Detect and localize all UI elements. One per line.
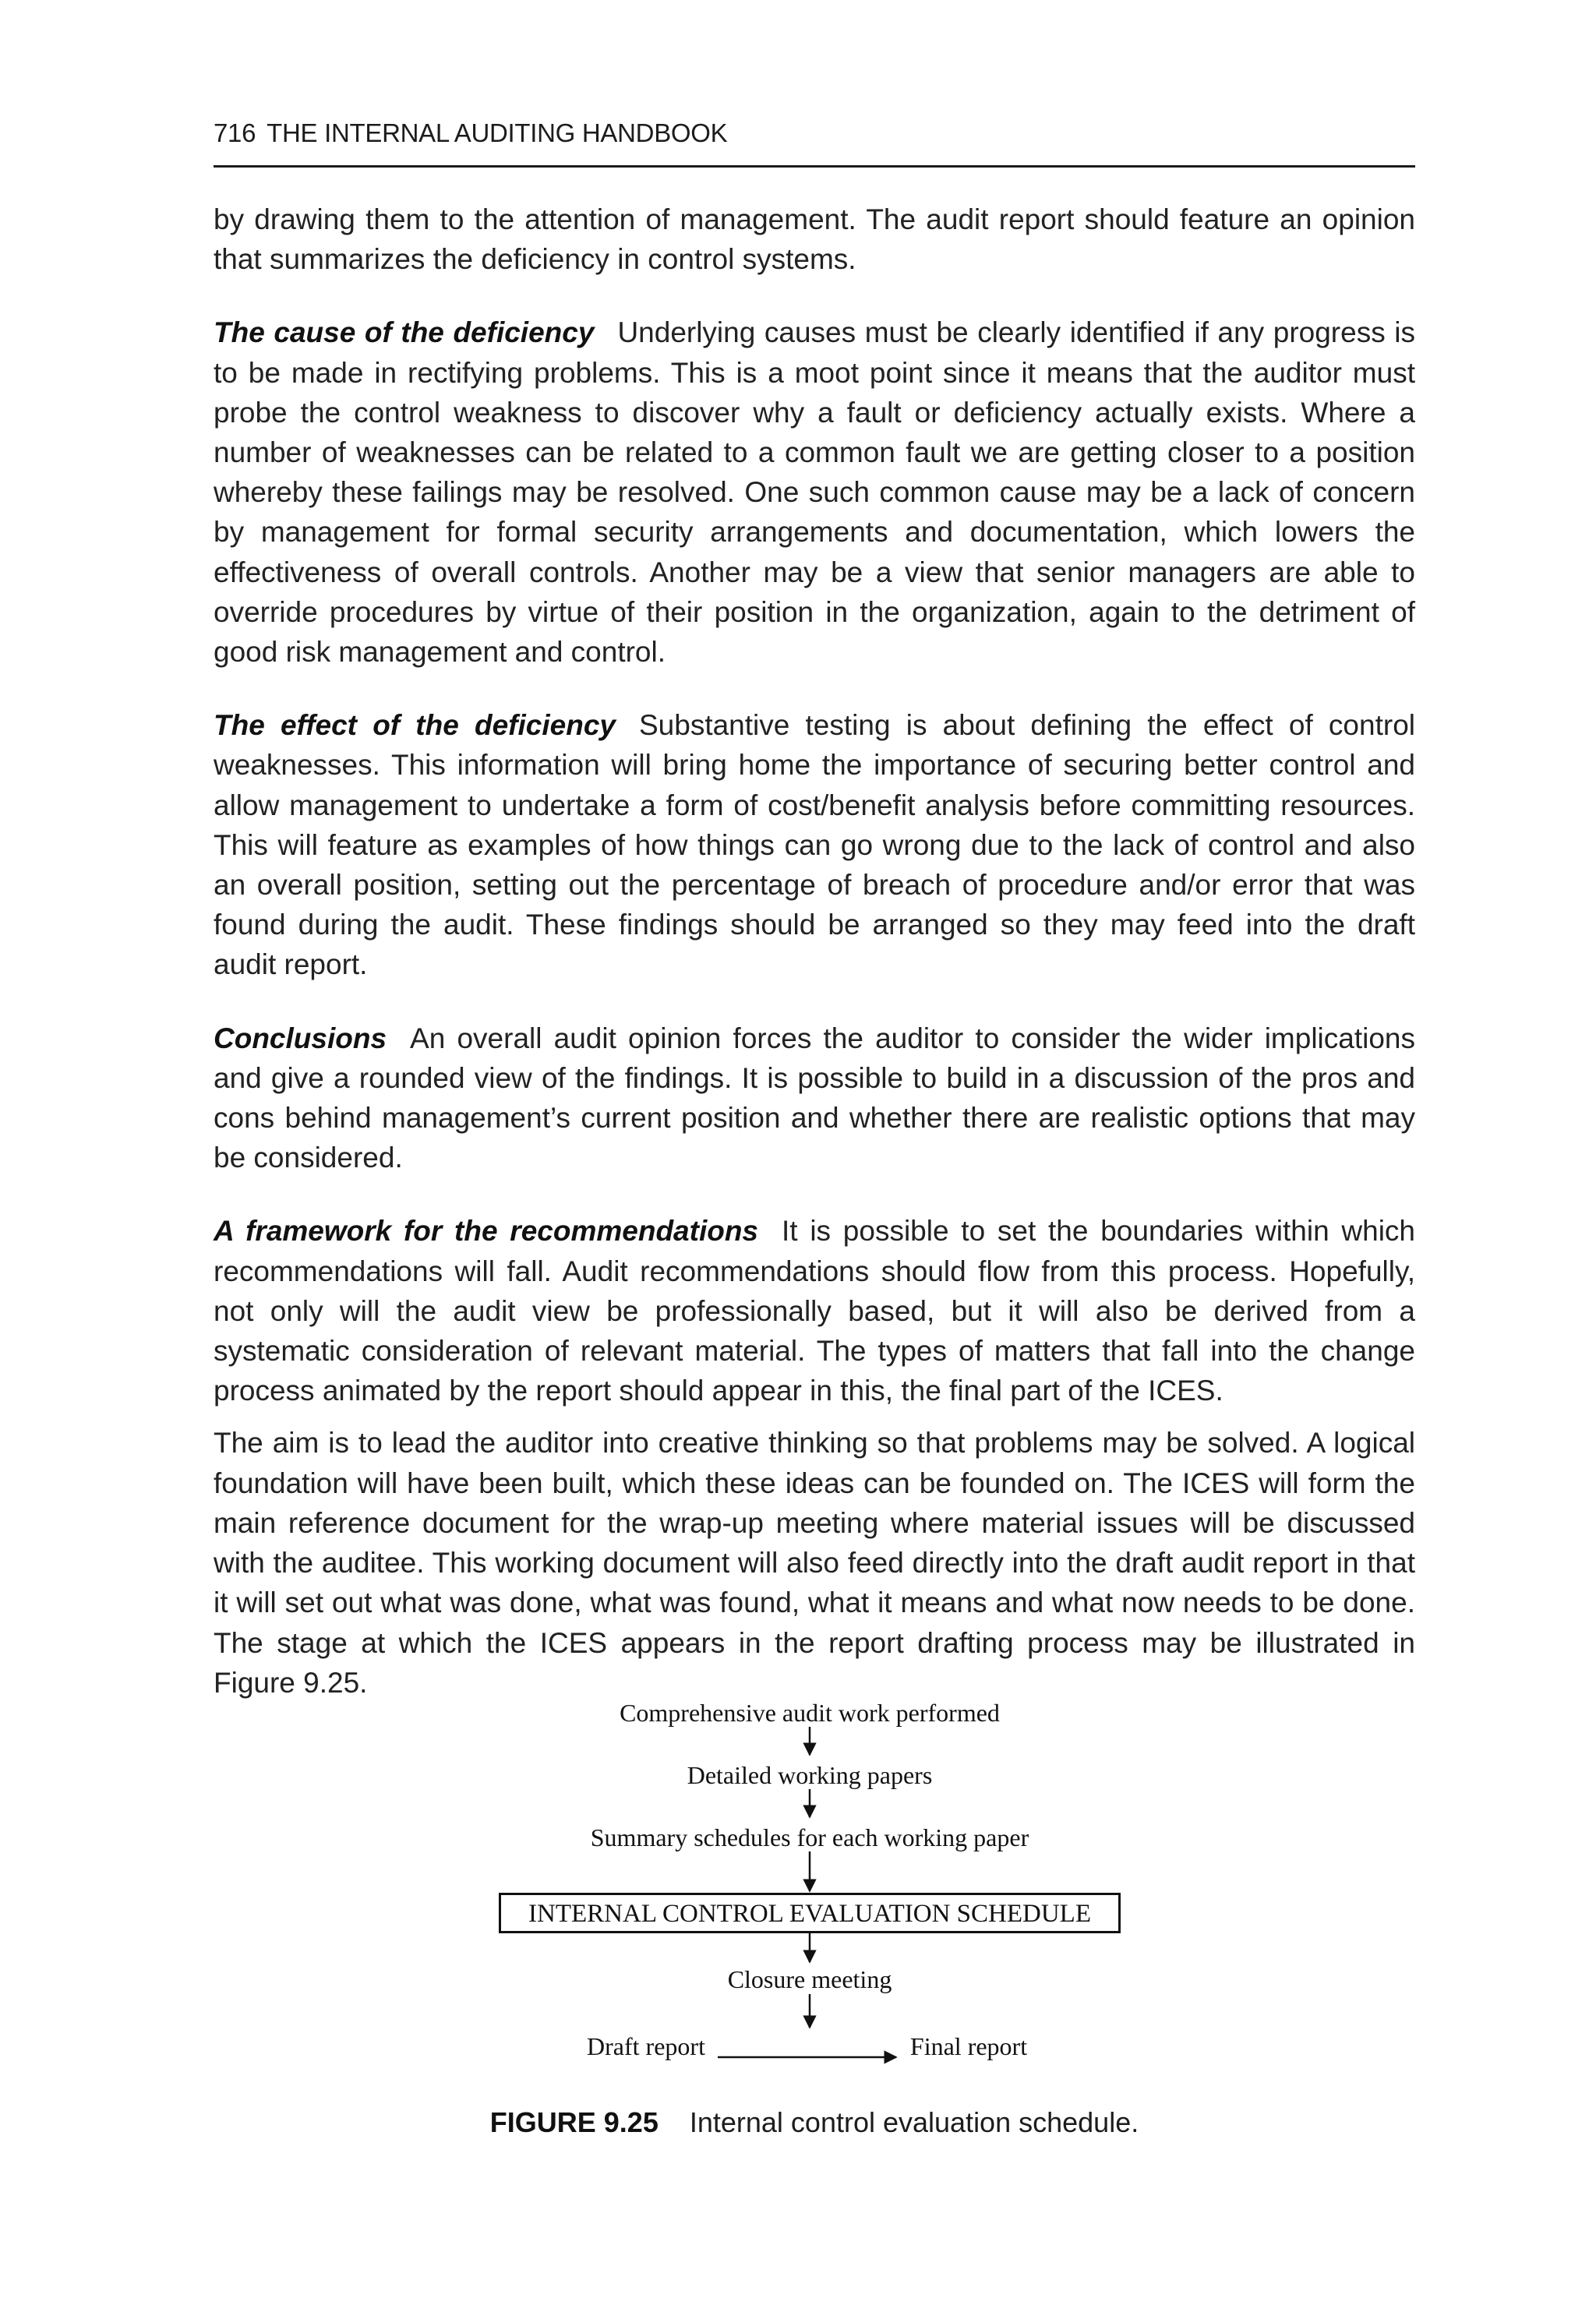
flow-step-final-report: Final report: [909, 2032, 1028, 2060]
figure-caption: [214, 2106, 1415, 2139]
paragraph-cause: [214, 312, 1415, 672]
run-in-heading: The cause of the deficiency: [214, 316, 595, 349]
run-in-heading: A framework for the recommendations: [214, 1215, 759, 1248]
caption-number: FIGURE 9.25: [489, 2106, 659, 2138]
paragraph-text: An overall audit opinion forces the auditor to consider the wider implications and give a rounded view of the findings. It is possible to build in a discussion of the pros and cons behind management’s current position and whether there are realistic options that may be considered.: [214, 1022, 1415, 1174]
paragraph-text: Substantive testing is about defining the effect of control weaknesses. This information will bring home the importance of securing better control and allow management to undertake a form of cost/benefit analysis before committing resources. This will feature as examples of how things can go wrong due to the lack of control and also an overall position, setting out the percentage of breach of procedure and/or error that was found during the audit. These findings should be arranged so they may feed into the draft audit report.: [214, 709, 1415, 981]
flow-step-summary-schedules: Summary schedules for each working paper: [590, 1823, 1029, 1851]
page-number: 716: [214, 118, 256, 147]
paragraph-continuation: [214, 199, 1415, 279]
paragraph-text: The aim is to lead the auditor into creative thinking so that problems may be solved. A logical foundation will have been built, which these ideas can be founded on. The ICES will form the main reference document for the wrap-up meeting where material issues will be discussed with the auditee. This working document will also feed directly into the draft audit report in that it will set out what was done, what was found, what it means and what now needs to be done. The stage at which the ICES appears in the report drafting process may be illustrated in Figure 9.25.: [214, 1427, 1415, 1699]
flow-step-draft-report: Draft report: [587, 2032, 705, 2060]
figure-flowchart: [214, 1699, 1415, 2104]
body-text: [214, 199, 1415, 1703]
flow-step-closure-meeting: Closure meeting: [727, 1965, 892, 1993]
run-in-heading: Conclusions: [214, 1022, 387, 1054]
flow-step-ices: INTERNAL CONTROL EVALUATION SCHEDULE: [528, 1900, 1091, 1928]
paragraph-text: by drawing them to the attention of management. The audit report should feature an opinion that summarizes the deficiency in control systems.: [214, 203, 1415, 276]
paragraph-aim: [214, 1423, 1415, 1702]
paragraph-text: Underlying causes must be clearly identified if any progress is to be made in rectifying problems. This is a moot point since it means that the auditor must probe the control weakness to discover why a fault or deficiency actually exists. Where a number of weaknesses can be related to a common fault we are getting closer to a position whereby these failings may be resolved. One such common cause may be a lack of concern by management for formal security arrangements and documentation, which lowers the effectiveness of overall controls. Another may be a view that senior managers are able to override procedures by virtue of their position in the organization, again to the detriment of good risk management and control.: [214, 316, 1415, 669]
flow-step-audit-work: Comprehensive audit work performed: [620, 1699, 1000, 1727]
running-head: [214, 118, 1415, 148]
book-title: THE INTERNAL AUDITING HANDBOOK: [267, 118, 728, 147]
flow-box-ices: [499, 1893, 1121, 1933]
caption-text: Internal control evaluation schedule.: [689, 2106, 1139, 2138]
paragraph-effect: [214, 705, 1415, 984]
paragraph-framework: [214, 1211, 1415, 1410]
flow-step-working-papers: Detailed working papers: [687, 1761, 933, 1789]
header-rule: [214, 165, 1415, 168]
paragraph-conclusions: [214, 1018, 1415, 1178]
run-in-heading: The effect of the deficiency: [214, 709, 616, 742]
paragraph-text: It is possible to set the boundaries within which recommendations will fall. Audit recommendations should flow from this process. Hopefully, not only will the audit view be professionally based, but it will also be derived from a systematic consideration of relevant material. The types of matters that fall into the change process animated by the report should appear in this, the final part of the ICES.: [214, 1215, 1415, 1407]
